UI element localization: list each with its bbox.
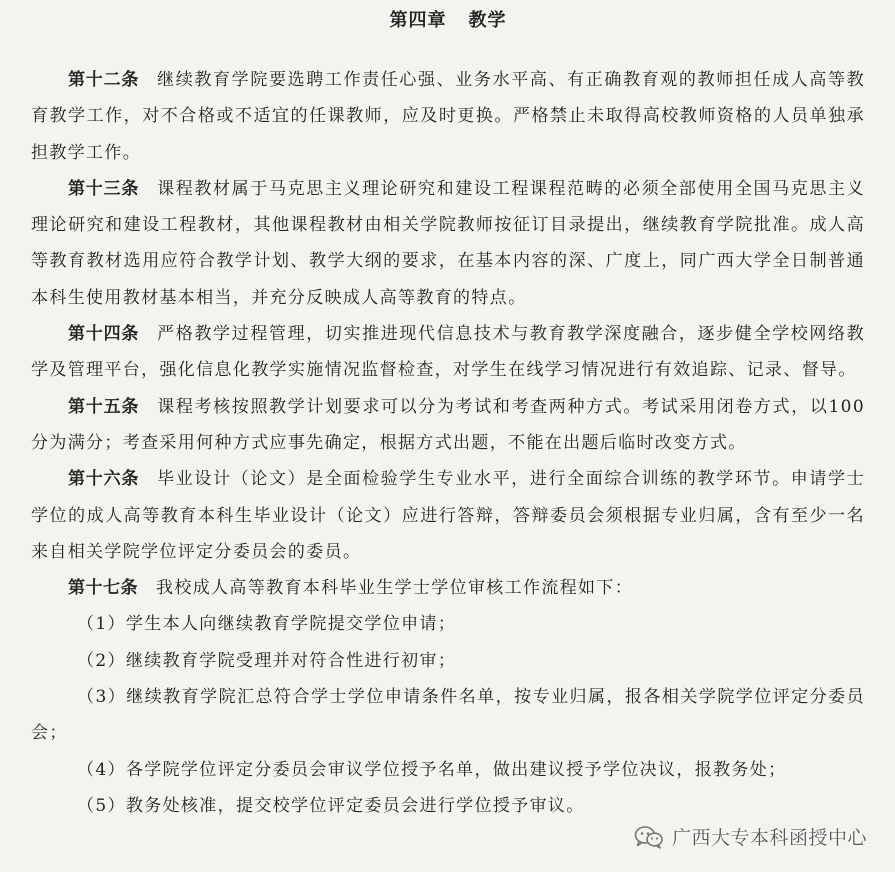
chapter-title: 教学 [468, 10, 507, 31]
article-text: 继续教育学院要选聘工作责任心强、业务水平高、有正确教育观的教师担任成人高等教育教学工作，对不合格或不适宜的任课教师，应及时更换。严格禁止未取得高校教师资格的人员单独承担教学工作。 [31, 70, 865, 163]
step-5: （5）教务处核准，提交校学位评定委员会进行学位授予审议。 [77, 795, 585, 816]
article-number: 第十四条 [68, 324, 140, 345]
article-number: 第十六条 [68, 469, 140, 490]
article-text: 毕业设计（论文）是全面检验学生专业水平，进行全面综合训练的教学环节。申请学士学位的成人高等教育本科生毕业设计（论文）应进行答辩，答辩委员会须根据专业归属，含有至少一名来自相关学院学位评定分委员会的委员。 [31, 469, 865, 562]
watermark-text: 广西大专本科函授中心 [671, 827, 867, 849]
chapter-heading [31, 8, 865, 34]
wechat-icon [634, 825, 664, 849]
article-number: 第十七条 [68, 578, 138, 599]
article-text: 课程教材属于马克思主义理论研究和建设工程课程范畴的必须全部使用全国马克思主义理论研究和建设工程教材，其他课程教材由相关学院教师按征订目录提出，继续教育学院批准。成人高等教育教材选用应符合教学计划、教学大纲的要求，在基本内容的深、广度上，同广西大学全日制普通本科生使用教材基本相当，并充分反映成人高等教育的特点。 [31, 178, 865, 308]
step-2: （2）继续教育学院受理并对符合性进行初审； [77, 650, 457, 671]
article-12 [31, 62, 865, 171]
article-text: 课程考核按照教学计划要求可以分为考试和考查两种方式。考试采用闭卷方式，以100分为满分；考查采用何种方式应事先确定，根据方式出题，不能在出题后临时改变方式。 [31, 396, 866, 453]
article-14 [31, 316, 865, 389]
article-13 [31, 171, 865, 316]
article-number: 第十五条 [68, 396, 140, 417]
article-number: 第十三条 [68, 178, 140, 199]
chapter-number: 第四章 [389, 10, 447, 31]
step-1: （1）学生本人向继续教育学院提交学位申请； [77, 614, 457, 635]
step-4: （4）各学院学位评定分委员会审议学位授予名单，做出建议授予学位决议，报教务处； [77, 759, 787, 780]
watermark [634, 823, 867, 850]
article-17 [31, 570, 865, 606]
article-number: 第十二条 [68, 70, 140, 90]
step-3: （3）继续教育学院汇总符合学士学位申请条件名单，按专业归属，报各相关学院学位评定分委员会； [31, 687, 865, 744]
article-text: 严格教学过程管理，切实推进现代信息技术与教育教学深度融合，逐步健全学校网络教学及管理平台，强化信息化教学实施情况监督检查，对学生在线学习情况进行有效追踪、记录、督导。 [31, 324, 865, 381]
article-15 [31, 389, 865, 462]
article-16 [31, 461, 865, 570]
article-text: 我校成人高等教育本科毕业生学士学位审核工作流程如下： [156, 578, 634, 599]
